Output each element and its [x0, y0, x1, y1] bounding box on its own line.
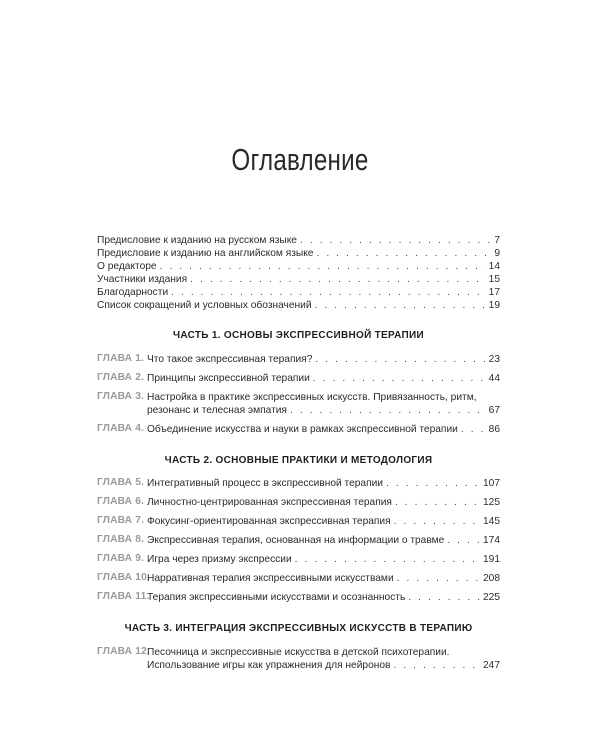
- chapter-page: 247: [483, 660, 500, 671]
- dot-leader: [397, 572, 480, 585]
- dot-leader: [315, 353, 485, 366]
- chapter-title: Личностно-центрированная экспрессивная терапия: [147, 497, 392, 508]
- chapter-title-line1: Настройка в практике экспрессивных искусств. Привязанность, ритм,: [147, 392, 477, 403]
- dot-leader: [160, 260, 486, 273]
- chapter-entry[interactable]: [147, 572, 500, 585]
- chapter-entry[interactable]: [147, 591, 500, 604]
- toc-entry-label: Предисловие к изданию на английском языке: [97, 248, 314, 259]
- chapter-number: ГЛАВА 7.: [97, 515, 145, 526]
- dot-leader: [395, 496, 480, 509]
- chapter-page: 225: [483, 592, 500, 603]
- chapter-number: ГЛАВА 10.: [97, 572, 151, 583]
- chapter-page: 125: [483, 497, 500, 508]
- dot-leader: [295, 553, 480, 566]
- chapter-title: Экспрессивная терапия, основанная на информации о травме: [147, 535, 445, 546]
- chapter-number: ГЛАВА 6.: [97, 496, 145, 507]
- chapter-page: 67: [488, 405, 500, 416]
- chapter-number: ГЛАВА 8.: [97, 534, 145, 545]
- toc-entry-page: 15: [488, 274, 500, 285]
- toc-entry-label: Предисловие к изданию на русском языке: [97, 235, 297, 246]
- dot-leader: [190, 273, 486, 286]
- dot-leader: [386, 477, 480, 490]
- toc-entry-label: Благодарности: [97, 287, 169, 298]
- chapter-title: Что такое экспрессивная терапия?: [147, 354, 313, 365]
- chapter-title: Игра через призму экспрессии: [147, 554, 292, 565]
- toc-entry[interactable]: [97, 247, 500, 260]
- chapter-page: 86: [488, 424, 500, 435]
- chapter-number: ГЛАВА 12.: [97, 646, 151, 657]
- chapter-entry[interactable]: [147, 534, 500, 547]
- toc-entry-page: 14: [488, 261, 500, 272]
- toc-entry-page: 9: [494, 248, 500, 259]
- chapter-number: ГЛАВА 5.: [97, 477, 145, 488]
- part-heading: ЧАСТЬ 3. ИНТЕГРАЦИЯ ЭКСПРЕССИВНЫХ ИСКУССТВ В ТЕРАПИЮ: [124, 623, 473, 634]
- part-heading: ЧАСТЬ 1. ОСНОВЫ ЭКСПРЕССИВНОЙ ТЕРАПИИ: [173, 330, 424, 341]
- chapter-title: Объединение искусства и науки в рамках экспрессивной терапии: [147, 424, 458, 435]
- chapter-title: Принципы экспрессивной терапии: [147, 373, 310, 384]
- chapter-entry[interactable]: [147, 553, 500, 566]
- chapter-number: ГЛАВА 2.: [97, 372, 145, 383]
- toc-entry-page: 19: [488, 300, 500, 311]
- dot-leader: [315, 299, 486, 312]
- chapter-entry[interactable]: [147, 477, 500, 490]
- toc-entry-page: 17: [488, 287, 500, 298]
- chapter-page: 44: [488, 373, 500, 384]
- chapter-title: Нарративная терапия экспрессивными искусствами: [147, 573, 394, 584]
- chapter-number: ГЛАВА 3.: [97, 391, 145, 402]
- dot-leader: [313, 372, 486, 385]
- toc-entry[interactable]: [97, 299, 500, 312]
- chapter-title-line2: Использование игры как упражнения для нейронов: [147, 660, 391, 671]
- chapter-entry[interactable]: [147, 515, 500, 528]
- toc-entry[interactable]: [97, 234, 500, 247]
- dot-leader: [408, 591, 480, 604]
- toc-entry[interactable]: [97, 273, 500, 286]
- chapter-page: 191: [483, 554, 500, 565]
- chapter-entry[interactable]: [147, 391, 500, 417]
- dot-leader: [447, 534, 480, 547]
- chapter-title-line2: резонанс и телесная эмпатия: [147, 405, 287, 416]
- chapter-number: ГЛАВА 11.: [97, 591, 150, 602]
- chapter-title-line1: Песочница и экспрессивные искусства в детской психотерапии.: [147, 647, 450, 658]
- chapter-title: Терапия экспрессивными искусствами и осознанность: [147, 592, 406, 603]
- chapter-entry[interactable]: [147, 646, 500, 672]
- part-heading: ЧАСТЬ 2. ОСНОВНЫЕ ПРАКТИКИ И МЕТОДОЛОГИЯ: [164, 455, 433, 466]
- chapter-page: 208: [483, 573, 500, 584]
- dot-leader: [461, 423, 486, 436]
- chapter-page: 107: [483, 478, 500, 489]
- chapter-number: ГЛАВА 1.: [97, 353, 145, 364]
- toc-entry-label: Участники издания: [97, 274, 188, 285]
- toc-entry-label: Список сокращений и условных обозначений: [97, 300, 312, 311]
- chapter-page: 23: [488, 354, 500, 365]
- chapter-entry[interactable]: [147, 353, 500, 366]
- toc-entry-page: 7: [494, 235, 500, 246]
- chapter-entry[interactable]: [147, 496, 500, 509]
- dot-leader: [316, 247, 491, 260]
- dot-leader: [300, 234, 491, 247]
- dot-leader: [394, 515, 480, 528]
- toc-entry[interactable]: [97, 286, 500, 299]
- chapter-title: Фокусинг-ориентированная экспрессивная терапия: [147, 516, 391, 527]
- dot-leader: [171, 286, 486, 299]
- page-title: Оглавление: [231, 142, 369, 177]
- chapter-entry[interactable]: [147, 372, 500, 385]
- dot-leader: [290, 404, 486, 417]
- chapter-page: 174: [483, 535, 500, 546]
- chapter-number: ГЛАВА 9.: [97, 553, 145, 564]
- toc-entry[interactable]: [97, 260, 500, 273]
- dot-leader: [393, 659, 480, 672]
- chapter-page: 145: [483, 516, 500, 527]
- chapter-entry[interactable]: [147, 423, 500, 436]
- chapter-number: ГЛАВА 4.: [97, 423, 145, 434]
- toc-entry-label: О редакторе: [97, 261, 157, 272]
- chapter-title: Интегративный процесс в экспрессивной терапии: [147, 478, 383, 489]
